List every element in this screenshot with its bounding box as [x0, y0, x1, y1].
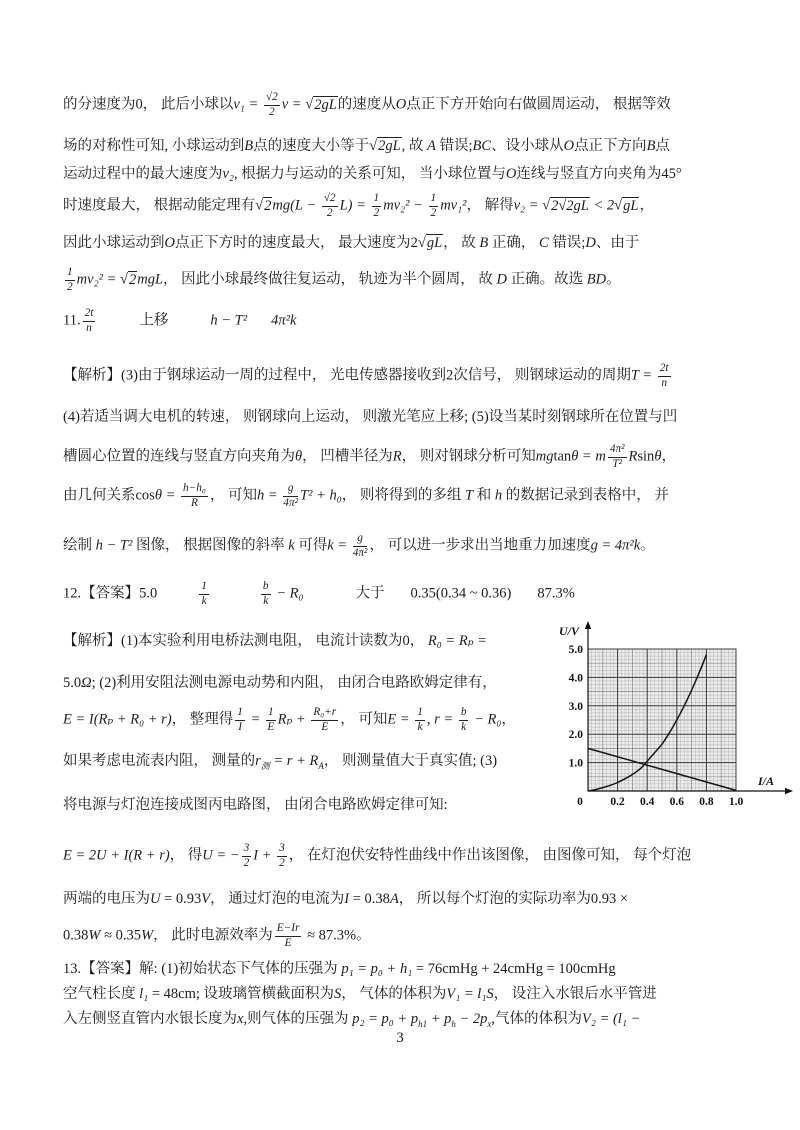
svg-text:1.0: 1.0 [728, 796, 744, 808]
q12-analysis-line: E = 2U + I(R + r)， 得U = − $\frac{3}{2}$ I + $\frac{3}{2}$ ， 在灯泡伏安特性曲线中作出该图像， 由图像可知， 每个灯泡 [63, 842, 692, 869]
q11-analysis-line: 由几何关系cosθ = $\frac{\text{h−h₀}}{R}$ ， 可知h = $\frac{g}{\text{4π²}}$ T² + h₀， 则将得到的多组 T 和 h 的数据记录到表格中， 并 [63, 482, 669, 509]
q12-analysis-line: 【解析】(1)本实验利用电桥法测电阻， 电流计读数为0， R₀ = Rₚ = [63, 633, 487, 649]
q12-analysis-line: 0.38W ≈ 0.35W， 此时电源效率为 $\frac{E-Ir}{E}$ ≈ 87.3%。 [63, 922, 371, 949]
q12-answer-line: 12.【答案】5.0 $\frac{1}{k}$ $\frac{b}{k}$ − R₀ 大于 0.35(0.34 ~ 0.36) 87.3% [63, 580, 575, 607]
svg-text:2.0: 2.0 [568, 729, 583, 742]
svg-text:0.6: 0.6 [669, 796, 684, 808]
svg-text:1.0: 1.0 [568, 757, 583, 770]
q11-analysis-line: 【解析】(3)由于钢球运动一周的过程中， 光电传感器接收到2次信号， 则钢球运动的周期T = $\frac{2t}{n}$ [63, 362, 669, 389]
q10-analysis-line: 场的对称性可知, 小球运动到B点的速度大小等于√2gL, 故 A 错误;BC、设小球从O点正下方向B点 [63, 138, 670, 154]
q11-analysis-line: (4)若适当调大电机的转速， 则钢球向上运动， 则激光笔应上移; (5)设当某时刻钢球所在位置与凹 [63, 409, 678, 425]
svg-text:5.0: 5.0 [568, 644, 583, 656]
q12-analysis-line: 将电源与灯泡连接成图丙电路图， 由闭合电路欧姆定律可知: [63, 797, 448, 813]
q10-analysis-line: $\frac{1}{2}$ mv₂² = √2mgL， 因此小球最终做往复运动， 轨迹为半个圆周， 故 D 正确。故选 BD。 [67, 266, 621, 293]
q10-analysis-line: 时速度最大， 根据动能定理有√2mg(L − $\frac{√2}{2}$ L) = $\frac{1}{2}$ mv₂² − $\frac{1}{2}$ mv₁²， 解得v₂ = √2√2gL < 2√gL， [63, 192, 654, 219]
q11-answer-line: 11. $\frac{2t}{n}$ 上移 h − T² 4π²k [63, 307, 297, 334]
svg-text:3.0: 3.0 [568, 700, 583, 713]
iv-curve-figure [551, 615, 800, 815]
q13-answer-line: 入左侧竖直管内水银长度为x,则气体的压强为 $p_2 = p_0 + p_{h1} + p_h - 2p_x$,气体的体积为V₂ = (l₁ − [63, 1011, 641, 1029]
q12-analysis-line: E = I(Rₚ + R₀ + r)， 整理得 $\frac{1}{I}$ = $\frac{1}{E}$ Rₚ + $\frac{\text{R₀+r}}{E}$ ， 可知E = $\frac{1}{k}$ , r = $\frac{b}{k}$ − R₀， [63, 706, 516, 733]
q10-analysis-line: 运动过程中的最大速度为v₂, 根据力与运动的关系可知， 当小球位置与O连线与竖直方向夹角为45° [63, 166, 682, 182]
q12-analysis-line: 5.0Ω; (2)利用安阻法测电源电动势和内阻， 由闭合电路欧姆定律有， [63, 675, 497, 691]
q11-analysis-line: 绘制 h − T² 图像， 根据图像的斜率 k 可得k = $\frac{g}{\text{4π²}}$ ， 可以进一步求出当地重力加速度g = 4π²k。 [63, 532, 655, 559]
q13-answer-line: 13.【答案】解: (1)初始状态下气体的压强为 p₁ = p₀ + h₁ = 76cmHg + 24cmHg = 100cmHg [63, 961, 616, 977]
svg-text:I/A: I/A [758, 774, 775, 788]
iv-curve-chart [551, 615, 800, 815]
svg-text:4.0: 4.0 [568, 672, 583, 685]
q10-analysis-line: 的分速度为0， 此后小球以v₁ = $\frac{√2}{2}$ v = √2gL的速度从O点正下方开始向右做圆周运动， 根据等效 [63, 91, 671, 118]
q10-analysis-line: 因此小球运动到O点正下方时的速度最大， 最大速度为2√gL， 故 B 正确， C 错误;D、由于 [63, 235, 640, 251]
q12-analysis-line: 两端的电压为U = 0.93V， 通过灯泡的电流为I = 0.38A， 所以每个灯泡的实际功率为0.93 × [63, 891, 629, 907]
svg-text:0.8: 0.8 [699, 796, 714, 808]
q13-answer-line: 空气柱长度 l₁ = 48cm; 设玻璃管横截面积为S， 气体的体积为V₁ = l₁S， 设注入水银后水平管进 [63, 986, 657, 1002]
svg-text:0: 0 [577, 796, 583, 808]
page-number: 3 [396, 1030, 404, 1046]
svg-text:0.4: 0.4 [640, 796, 655, 808]
svg-text:U/V: U/V [559, 624, 580, 638]
q12-analysis-line: 如果考虑电流表内阻， 测量的$r_测 = r + R_A$， 则测量值大于真实值; (3) [63, 753, 498, 771]
q11-analysis-line: 槽圆心位置的连线与竖直方向夹角为θ， 凹槽半径为R， 则对钢球分析可知mgtanθ = m $\frac{\text{4π²}}{\text{T²}}$ Rsinθ， [63, 443, 676, 470]
svg-text:0.2: 0.2 [610, 796, 625, 808]
